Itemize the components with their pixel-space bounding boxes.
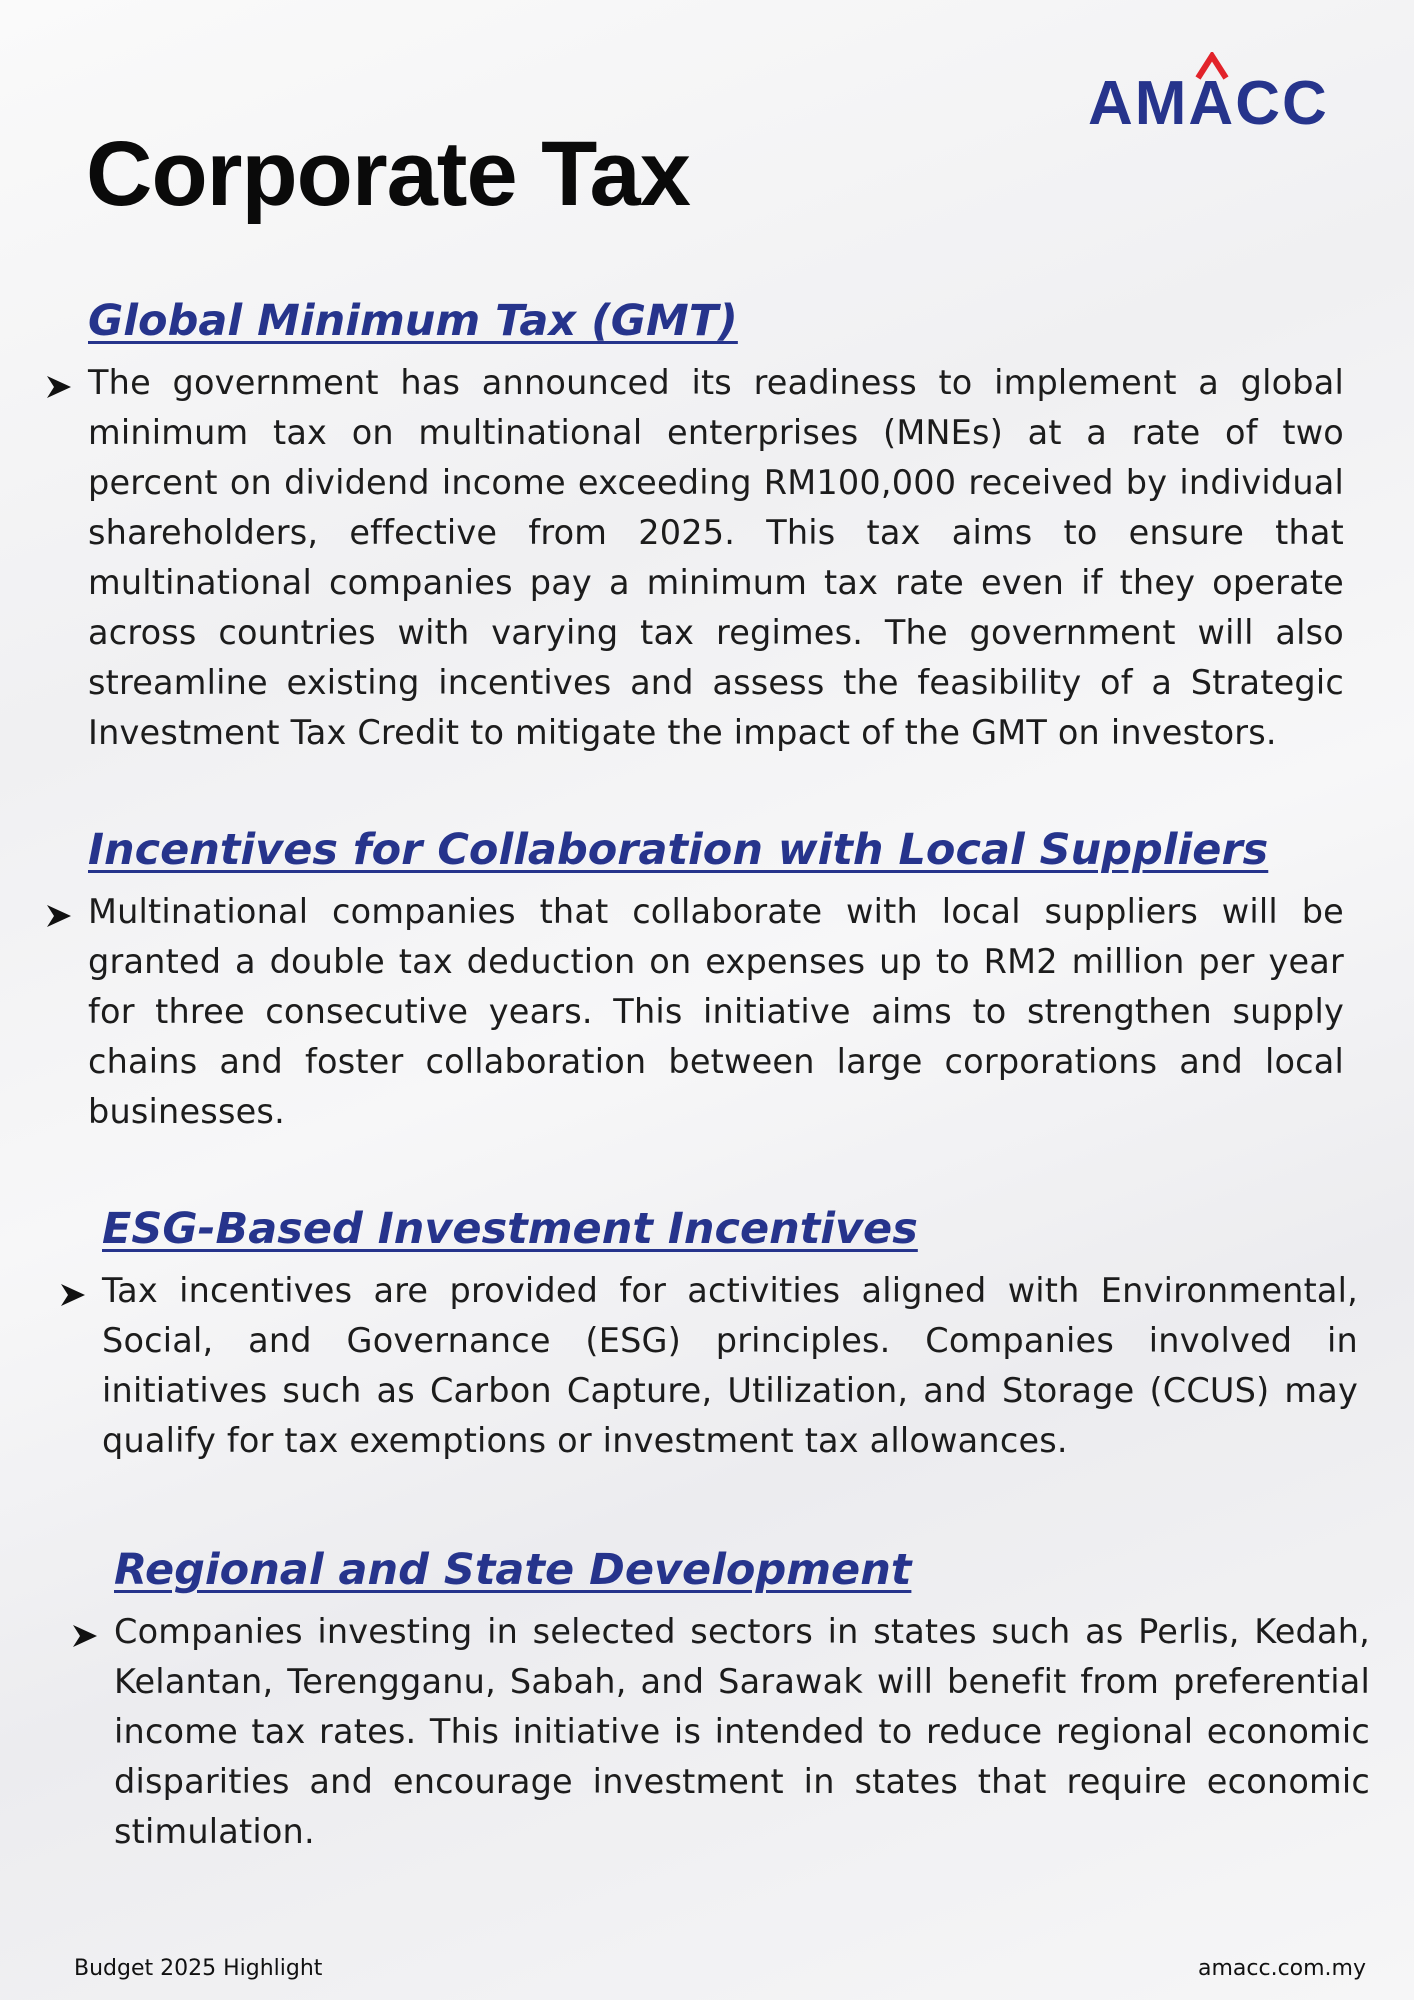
footer-label: Budget 2025 Highlight xyxy=(74,1956,323,1981)
arrow-bullet-icon xyxy=(58,1280,88,1310)
amacc-logo-graphic xyxy=(1088,52,1370,132)
section-heading: Regional and State Development xyxy=(114,1545,912,1595)
section-regional-development xyxy=(114,1545,1370,1857)
bullet-text: Tax incentives are provided for activities aligned with Environmental, Social, and Governance (ESG) principles. Companies involved in initiatives such as Carbon Capture, Utilization, and Storage (CCUS) may qualify for tax exemptions or investment tax allowances. xyxy=(102,1270,1358,1460)
page-title: Corporate Tax xyxy=(86,123,690,225)
bullet-item xyxy=(88,887,1344,1137)
amacc-logo xyxy=(1088,52,1370,132)
bullet-text: The government has announced its readiness to implement a global minimum tax on multinational enterprises (MNEs) at a rate of two percent on dividend income exceeding RM100,000 received by individual shareholders, effective from 2025. This tax aims to ensure that multinational companies pay a minimum tax rate even if they operate across countries with varying tax regimes. The government will also streamline existing incentives and assess the feasibility of a Strategic Investment Tax Credit to mitigate the impact of the GMT on investors. xyxy=(88,362,1344,752)
logo-text: AMACC xyxy=(1088,69,1329,132)
section-global-minimum-tax xyxy=(88,296,1344,758)
footer-website: amacc.com.my xyxy=(1197,1956,1366,1981)
bullet-item xyxy=(114,1607,1370,1857)
section-esg-incentives xyxy=(102,1204,1358,1466)
bullet-text: Companies investing in selected sectors in states such as Perlis, Kedah, Kelantan, Terengganu, Sabah, and Sarawak will benefit from preferential income tax rates. This initiative is intended to reduce regional economic disparities and encourage investment in states that require economic stimulation. xyxy=(114,1611,1370,1851)
section-local-suppliers xyxy=(88,825,1344,1137)
section-heading: ESG-Based Investment Incentives xyxy=(102,1204,918,1254)
arrow-bullet-icon xyxy=(70,1621,100,1651)
bullet-item xyxy=(102,1266,1358,1466)
section-heading: Incentives for Collaboration with Local Suppliers xyxy=(88,825,1269,875)
arrow-bullet-icon xyxy=(44,372,74,402)
arrow-bullet-icon xyxy=(44,901,74,931)
bullet-item xyxy=(88,358,1344,758)
bullet-text: Multinational companies that collaborate with local suppliers will be granted a double tax deduction on expenses up to RM2 million per year for three consecutive years. This initiative aims to strengthen supply chains and foster collaboration between large corporations and local businesses. xyxy=(88,891,1344,1131)
section-heading: Global Minimum Tax (GMT) xyxy=(88,296,738,346)
